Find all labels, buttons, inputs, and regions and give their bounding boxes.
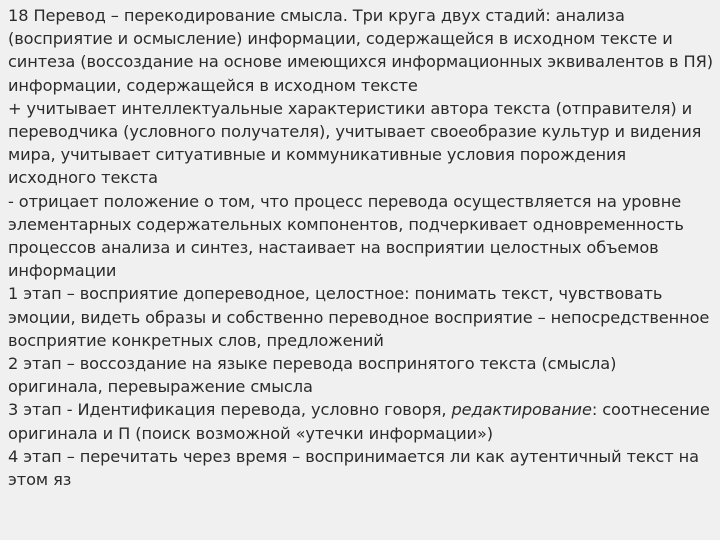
paragraph-definition: 18 Перевод – перекодирование смысла. Три круга двух стадий: анализа (восприятие и осмысление) информации, содержащейся в исходном тексте и синтеза (воссоздание на основе имеющихся информационных эквивалентов в ПЯ) информации, содержащейся в исходном тексте bbox=[8, 6, 713, 95]
stage-3-emphasis: редактирование bbox=[451, 400, 592, 420]
paragraph-advantages: + учитывает интеллектуальные характеристики автора текста (отправителя) и переводчика (условного получателя), учитывает своеобразие культур и видения мира, учитывает ситуативные и коммуникативные условия порождения исходного текста bbox=[8, 98, 702, 188]
paragraph-disadvantages: - отрицает положение о том, что процесс перевода осуществляется на уровне элементарных содержательных компонентов, подчеркивает одновременность процессов анализа и синтез, настаивает на восприятии целостных объемов информации bbox=[8, 191, 684, 281]
paragraph-stage-1: 1 этап – восприятие допереводное, целостное: понимать текст, чувствовать эмоции, видеть образы и собственно переводное восприятие – непосредственное восприятие конкретных слов, предложений bbox=[8, 284, 710, 350]
paragraph-stage-4: 4 этап – перечитать через время – воспринимается ли как аутентичный текст на этом яз bbox=[8, 446, 699, 490]
paragraph-stage-3 bbox=[8, 398, 714, 444]
stage-3-text: 3 этап - Идентификация перевода, условно говоря, bbox=[8, 400, 452, 420]
paragraph-stage-2: 2 этап – воссоздание на языке перевода воспринятого текста (смысла) оригинала, перевыражение смысла bbox=[8, 354, 617, 397]
slide-text bbox=[8, 4, 714, 491]
stage-3-text-end: : соотнесение оригинала и П (поиск возможной «утечки информации») bbox=[8, 400, 710, 443]
